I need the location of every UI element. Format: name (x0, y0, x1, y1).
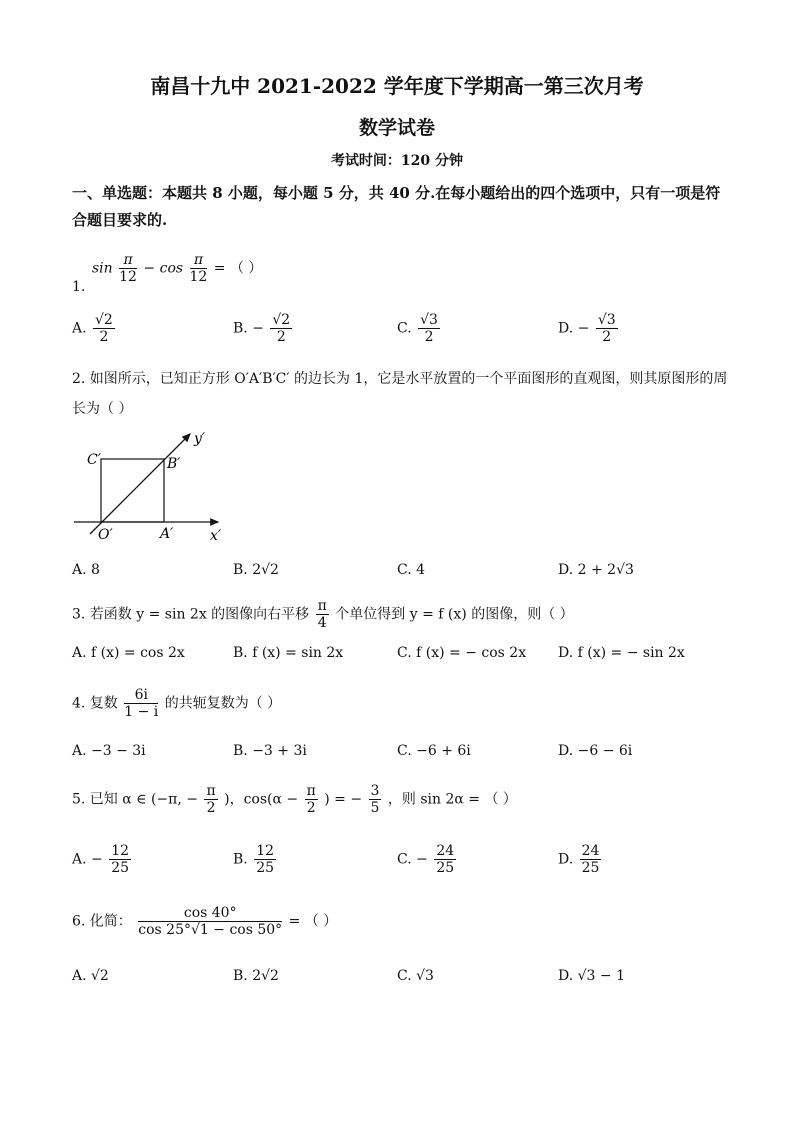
q3-option-a: A. f (x) = cos 2x (72, 645, 185, 661)
q2-option-d: D. 2 + 2√3 (558, 562, 634, 578)
q4-prefix: 4. 复数 (72, 695, 118, 712)
q4-option-d: D. −6 − 6i (558, 743, 633, 759)
q4-option-c: C. −6 + 6i (397, 743, 471, 759)
q1-sin: sin (92, 260, 113, 277)
q5-frac-3: $\frac{3}{5}$ (370, 783, 380, 816)
q1-option-c: C. $\frac{√3}{2}$ (397, 312, 438, 345)
question-3 (72, 598, 574, 631)
q5-prefix: 5. 已知 α ∈ (−π, − (72, 791, 198, 808)
q6-frac: $\frac{\cos 40^\circ}{\cos 25^\circ√1 - \cos 50^\circ}$ (138, 905, 283, 938)
q2-diagram (70, 428, 240, 548)
q2-option-c: C. 4 (397, 562, 426, 578)
q1-number: 1. (72, 279, 86, 295)
label-c: C′ (87, 452, 101, 468)
section-heading: 一、单选题：本题共 8 小题，每小题 5 分，共 40 分.在每小题给出的四个选项中，只有一项是符合题目要求的. (72, 184, 721, 229)
q6-option-a: A. √2 (72, 968, 109, 984)
q5-frac-2: $\frac{\pi}{2}$ (306, 783, 316, 816)
question-5 (72, 783, 517, 816)
label-x: x′ (210, 528, 222, 544)
q6-option-c: C. √3 (397, 968, 434, 984)
q2-line-1: 2. 如图所示，已知正方形 O′A′B′C′ 的边长为 1，它是水平放置的一个平面图形的直观图，则其原图形的周 (72, 371, 728, 387)
label-o: O′ (98, 527, 113, 543)
y-axis (90, 434, 190, 534)
q3-prefix: 3. 若函数 y = sin 2x 的图像向右平移 (72, 606, 310, 623)
q5-frac-1: $\frac{\pi}{2}$ (206, 783, 216, 816)
q2-option-b: B. 2√2 (233, 562, 279, 578)
exam-subtitle: 数学试卷 (358, 117, 435, 139)
q5-mid: )，cos(α − (224, 791, 299, 808)
q4-option-a: A. −3 − 3i (72, 743, 146, 759)
q5-option-c: C. − $\frac{24}{25}$ (397, 843, 455, 876)
q3-option-c: C. f (x) = − cos 2x (397, 645, 527, 661)
q1-frac-2: $\frac{\pi}{12}$ (189, 252, 208, 285)
exam-title: 南昌十九中 2021-2022 学年度下学期高一第三次月考 (150, 74, 644, 98)
q6-suffix: = （ ） (288, 913, 338, 930)
question-6 (72, 905, 337, 938)
q1-frac-1: $\frac{\pi}{12}$ (119, 252, 137, 285)
q1-tail: = （ ） (213, 260, 263, 277)
q5-option-b: B. $\frac{12}{25}$ (233, 843, 275, 876)
square (101, 459, 164, 522)
label-a: A′ (160, 526, 174, 542)
question-2 (72, 366, 732, 422)
q6-option-b: B. 2√2 (233, 968, 279, 984)
q2-line-2: 长为（ ） (72, 401, 133, 417)
q4-frac: $\frac{6i}{1 - i}$ (124, 687, 159, 720)
q1-option-a: A. $\frac{√2}{2}$ (72, 312, 113, 345)
q1-option-d: D. − $\frac{√3}{2}$ (558, 312, 616, 345)
q3-option-b: B. f (x) = sin 2x (233, 645, 344, 661)
q6-option-d: D. √3 − 1 (558, 968, 625, 984)
q5-suffix: ，则 sin 2α = （ ） (387, 791, 517, 808)
q5-option-a: A. − $\frac{12}{25}$ (72, 843, 130, 876)
q3-frac: $\frac{\pi}{4}$ (317, 598, 327, 631)
label-b: B′ (167, 456, 181, 472)
q5-option-d: D. $\frac{24}{25}$ (558, 843, 600, 876)
q1-option-b: B. − $\frac{√2}{2}$ (233, 312, 291, 345)
q2-option-a: A. 8 (72, 562, 100, 578)
q6-prefix: 6. 化简： (72, 913, 132, 930)
q3-option-d: D. f (x) = − sin 2x (558, 645, 685, 661)
exam-time: 考试时间：120 分钟 (330, 153, 464, 169)
q4-suffix: 的共轭复数为（ ） (164, 695, 282, 712)
q1-cos: − cos (143, 260, 184, 277)
label-y: y′ (194, 431, 206, 447)
question-4 (72, 687, 281, 720)
q4-option-b: B. −3 + 3i (233, 743, 307, 759)
q5-mid2: ) = − (324, 791, 363, 808)
q3-suffix: 个单位得到 y = f (x) 的图像，则（ ） (335, 606, 574, 623)
